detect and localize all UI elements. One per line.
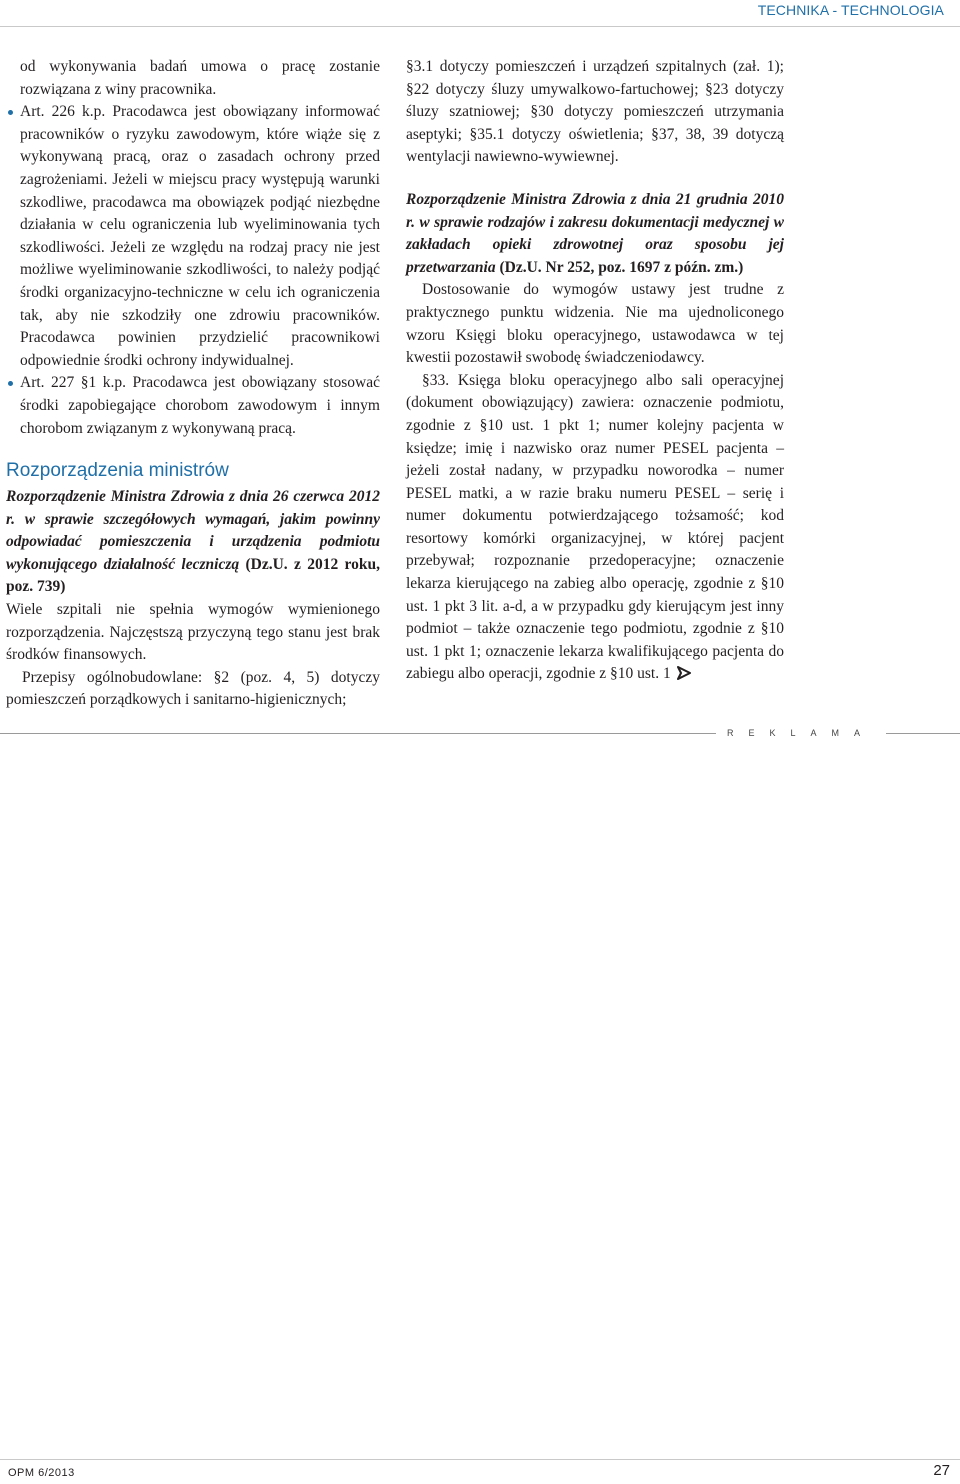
paragraph-building-rules: Przepisy ogólnobudowlane: §2 (poz. 4, 5) dotyczy pomieszczeń porządkowych i sanitarno-higienicznych;: [6, 668, 380, 709]
bullet-art-227: Art. 227 §1 k.p. Pracodawca jest obowiązany stosować środki zapobiegające chorobom zawodowym i innym chorobom związanym z wykonywaną pracą.: [6, 372, 380, 440]
regulation-title-2010-name: Rozporządzenie Ministra Zdrowia z dnia 21 grudnia 2010 r. w sprawie rodzajów i zakresu dokumentacji medycznej w zakładach opieki zdrowotnej oraz sposobu jej przetwarzania: [406, 190, 784, 276]
left-column: [6, 56, 380, 712]
regulation-title-2012-source: (Dz.U. z 2012 roku, poz. 739): [6, 555, 380, 596]
section-label: TECHNIKA - TECHNOLOGIA: [757, 2, 944, 18]
regulation-title-2012: [6, 486, 380, 599]
paragraph-intro: od wykonywania badań umowa o pracę zostanie rozwiązana z winy pracownika.: [20, 58, 380, 98]
regulation-title-2010: [406, 189, 784, 279]
bullet-art-226: Art. 226 k.p. Pracodawca jest obowiązany informować pracowników o ryzyku zawodowym, które wiąże się z wykonywaną pracą, oraz o zasadach ochrony przed zagrożeniami. Jeżeli w miejscu pracy występują warunki szkodliwe, pracodawca ma obowiązek podjąć niezbędne działania w celu ograniczenia lub wyeliminowania tych szkodliwości. Jeżeli ze względu na rodzaj pracy nie jest możliwe wyeliminowanie szkodliwości, to należy podjąć środki organizacyjno-techniczne w celu ich ograniczenia tak, aby nie szkodziły one zdrowiu pracowników. Pracodawca powinien przydzielić pracownikowi odpowiednie środki ochrony indywidualnej.: [6, 101, 380, 372]
paragraph-adaptation: Dostosowanie do wymogów ustawy jest trudne z praktycznego punktu widzenia. Nie ma ujednoliconego wzoru Księgi bloku operacyjnego, ustawodawca w tej kwestii pozostawił swobodę świadczeniodawcy.: [406, 281, 784, 367]
spacer: [406, 169, 784, 189]
publication-issue: OPM 6/2013: [8, 1467, 75, 1479]
running-header: [0, 0, 960, 27]
continue-arrow-icon: [677, 666, 691, 680]
advertisement-label: REKLAMA: [716, 726, 886, 740]
paragraph-continuation: §3.1 dotyczy pomieszczeń i urządzeń szpitalnych (zał. 1); §22 dotyczy śluzy umywalkowo-fartuchowej; §23 dotyczy śluzy szatniowej; §30 dotyczy pomieszczeń utrzymania aseptyki; §35.1 dotyczy oświetlenia; §37, 38, 39 dotyczą wentylacji nawiewno-wywiewnej.: [406, 58, 784, 166]
paragraph-section-33-text: §33. Księga bloku operacyjnego albo sali operacyjnej (dokument obowiązujący) zawiera: oznaczenie podmiotu, zgodnie z §10 ust. 1 pkt 1; numer kolejny pacjenta w księdze; imię i nazwisko oraz numer PESEL pacjenta – jeżeli został nadany, w przypadku noworodka – numer PESEL matki, a w razie braku numeru PESEL – serię i numer dokumentu potwierdzającego tożsamość; kod resortowy komórki organizacyjnej, w której pacjent przebywał; rozpoznanie przedoperacyjne; oznaczenie lekarza kierującego na zabieg albo operację, zgodnie z §10 ust. 1 pkt 3 lit. a-d, a w przypadku gdy kierującym jest inny podmiot – także oznaczenie tego podmiotu, zgodnie z §10 ust. 1 pkt 1; oznaczenie lekarza kwalifikującego pacjenta do zabiegu albo operacji, zgodnie z §10 ust. 1: [406, 371, 784, 683]
section-heading: Rozporządzenia ministrów: [6, 460, 229, 482]
regulation-title-2010-source: (Dz.U. Nr 252, poz. 1697 z późn. zm.): [495, 258, 744, 276]
right-column: [406, 56, 784, 686]
regulation-title-2012-name: Rozporządzenie Ministra Zdrowia z dnia 26 czerwca 2012 r. w sprawie szczegółowych wymagań, jakim powinny odpowiadać pomieszczenia i urządzenia podmiotu wykonującego działalność leczniczą: [6, 488, 380, 573]
running-footer: [0, 1459, 960, 1484]
paragraph-hospitals: Wiele szpitali nie spełnia wymogów wymienionego rozporządzenia. Najczęstszą przyczyną tego stanu jest brak środków finansowych.: [6, 601, 380, 664]
paragraph-section-33: [406, 370, 784, 686]
page-number: 27: [933, 1462, 950, 1479]
